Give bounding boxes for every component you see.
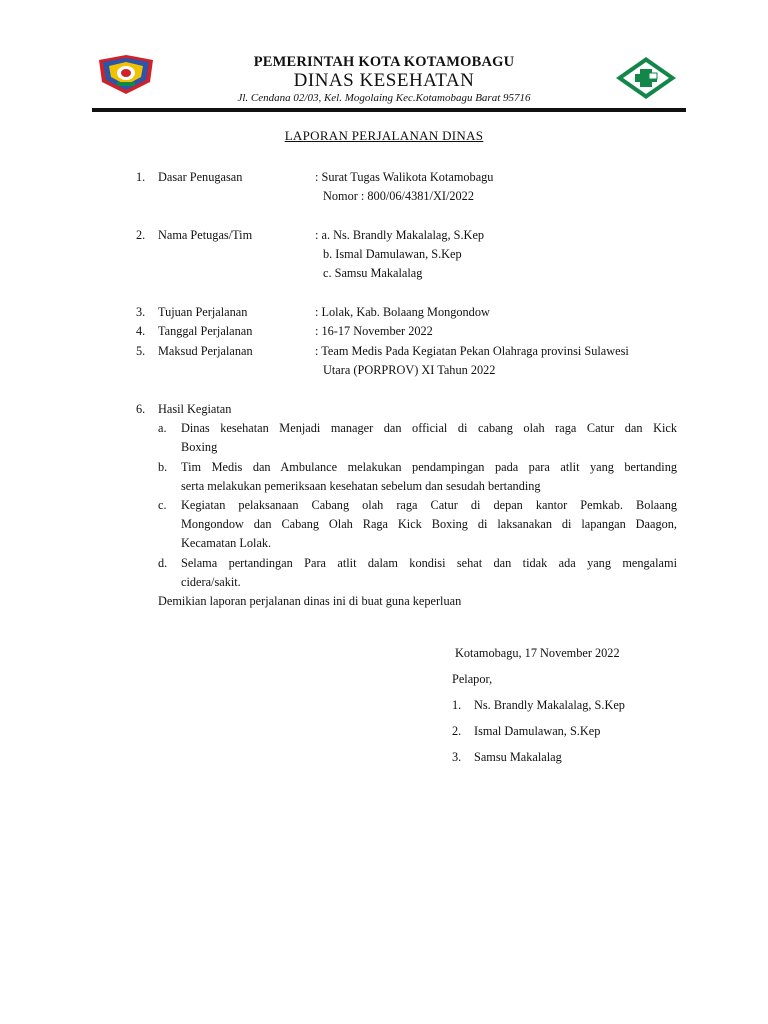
item-value: : a. Ns. Brandly Makalalag, S.Kep — [315, 228, 485, 242]
closing-sentence: Demikian laporan perjalanan dinas ini di buat guna keperluan — [158, 594, 462, 608]
item-label: Tujuan Perjalanan — [158, 305, 248, 319]
list-marker: c. — [158, 498, 167, 512]
signatory-number: 3. — [452, 750, 462, 764]
item-value: : Surat Tugas Walikota Kotamobagu — [315, 170, 494, 184]
result-text: Dinas kesehatan Menjadi manager dan official di cabang olah raga Catur dan Kick — [181, 421, 677, 435]
result-text: serta melakukan pemeriksaan kesehatan sebelum dan sesudah bertanding — [181, 479, 541, 493]
item-number: 5. — [136, 344, 146, 358]
result-text: cidera/sakit. — [181, 575, 241, 589]
document-title: LAPORAN PERJALANAN DINAS — [284, 128, 484, 143]
kotamobagu-crest-icon — [95, 52, 157, 96]
health-cross-logo-icon — [614, 55, 678, 101]
item-label: Maksud Perjalanan — [158, 344, 253, 358]
place-date: Kotamobagu, 17 November 2022 — [455, 646, 620, 660]
list-marker: b. — [158, 460, 168, 474]
signatory-name: Samsu Makalalag — [474, 750, 562, 764]
item-value: b. Ismal Damulawan, S.Kep — [323, 247, 462, 261]
item-value: Utara (PORPROV) XI Tahun 2022 — [323, 363, 496, 377]
list-marker: a. — [158, 421, 167, 435]
reporter-label: Pelapor, — [452, 672, 493, 686]
result-text: Tim Medis dan Ambulance melakukan pendampingan pada para atlit yang bertanding — [181, 460, 677, 474]
item-number: 6. — [136, 402, 146, 416]
item-value: c. Samsu Makalalag — [323, 266, 423, 280]
signatory-name: Ismal Damulawan, S.Kep — [474, 724, 601, 738]
item-label: Dasar Penugasan — [158, 170, 243, 184]
item-label: Hasil Kegiatan — [158, 402, 232, 416]
signatory-number: 1. — [452, 698, 462, 712]
result-text: Mongondow dan Cabang Olah Raga Kick Boxing di laksanakan di lapangan Daagon, — [181, 517, 677, 531]
header-address: Jl. Cendana 02/03, Kel. Mogolaing Kec.Kotamobagu Barat 95716 — [237, 92, 531, 104]
item-label: Tanggal Perjalanan — [158, 324, 253, 338]
item-number: 4. — [136, 324, 146, 338]
item-value: : 16-17 November 2022 — [315, 324, 433, 338]
header-government-name: PEMERINTAH KOTA KOTAMOBAGU — [253, 54, 515, 70]
item-value: : Lolak, Kab. Bolaang Mongondow — [315, 305, 490, 319]
item-value: : Team Medis Pada Kegiatan Pekan Olahraga provinsi Sulawesi — [315, 344, 629, 358]
item-label: Nama Petugas/Tim — [158, 228, 253, 242]
signatory-name: Ns. Brandly Makalalag, S.Kep — [474, 698, 625, 712]
result-text: Kegiatan pelaksanaan Cabang olah raga Catur di depan kantor Pemkab. Bolaang — [181, 498, 677, 512]
item-value: Nomor : 800/06/4381/XI/2022 — [323, 189, 474, 203]
result-text: Selama pertandingan Para atlit dalam kondisi sehat dan tidak ada yang mengalami — [181, 556, 677, 570]
item-number: 1. — [136, 170, 146, 184]
list-marker: d. — [158, 556, 168, 570]
signatory-number: 2. — [452, 724, 462, 738]
result-text: Kecamatan Lolak. — [181, 536, 272, 550]
item-number: 3. — [136, 305, 146, 319]
header-divider — [92, 108, 686, 112]
result-text: Boxing — [181, 440, 218, 454]
header-office-name: DINAS KESEHATAN — [293, 70, 475, 91]
item-number: 2. — [136, 228, 146, 242]
